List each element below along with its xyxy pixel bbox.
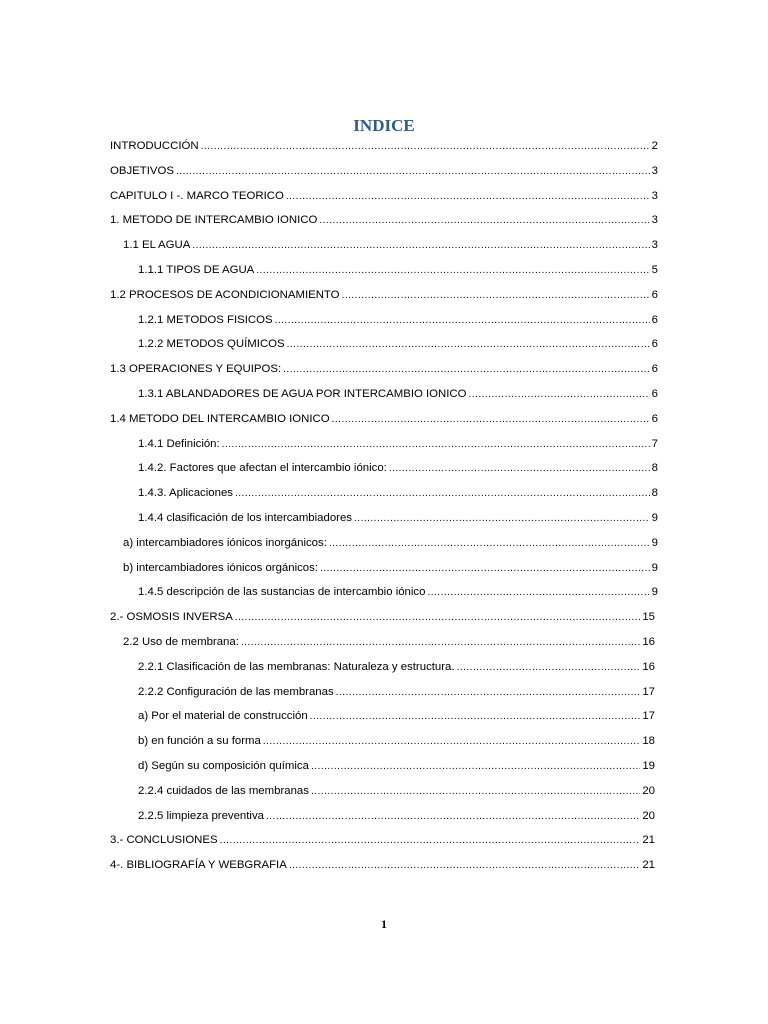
toc-entry-page: 6 [651,338,658,351]
toc-entry-page: 3 [651,189,658,202]
toc-dot-leader [275,309,650,333]
toc-entry-text: a) intercambiadores iónicos inorgánicos: [123,536,327,549]
toc-entry[interactable] [110,357,658,382]
toc-entry-text: 2.2.5 limpieza preventiva [138,809,264,822]
toc-entry[interactable] [110,531,658,556]
toc-entry-text: a) Por el material de construcción [138,710,308,723]
toc-entry[interactable] [110,159,658,184]
toc-entry[interactable] [110,407,658,432]
toc-entry-page: 15 [642,611,655,624]
toc-dot-leader [310,705,641,729]
toc-entry-text: 1.3 OPERACIONES Y EQUIPOS: [110,363,282,376]
toc-entry-page: 7 [651,437,658,450]
toc-dot-leader [241,631,640,655]
toc-entry-text: b) intercambiadores iónicos orgánicos: [123,561,319,574]
toc-entry[interactable] [110,184,658,209]
toc-entry[interactable] [110,853,655,878]
toc-dot-leader [336,681,641,705]
toc-entry[interactable] [110,308,658,333]
toc-dot-leader [176,160,650,184]
toc-dot-leader [286,185,650,209]
toc-entry-page: 6 [651,412,658,425]
toc-entry-page: 3 [651,164,658,177]
toc-dot-leader [427,581,649,605]
toc-entry-page: 3 [651,239,658,252]
toc-entry-text: b) en función a su forma [138,735,261,748]
toc-entry[interactable] [110,283,658,308]
toc-entry[interactable] [110,729,655,754]
toc-dot-leader [354,507,650,531]
toc-entry[interactable] [110,134,658,159]
toc-entry-page: 2 [651,140,658,152]
toc-entry-page: 21 [642,834,655,847]
toc-dot-leader [342,284,650,308]
toc-entry-page: 18 [642,735,655,748]
toc-entry-page: 9 [651,561,658,574]
toc-entry[interactable] [110,432,658,457]
toc-dot-leader [192,234,649,258]
toc-entry-page: 9 [651,586,658,599]
toc-entry-text: 3.- CONCLUSIONES [110,834,218,847]
toc-dot-leader [320,557,650,581]
toc-entry[interactable] [110,481,658,506]
toc-entry-page: 6 [651,288,658,301]
toc-entry-text: OBJETIVOS [110,164,174,177]
table-of-contents [110,134,658,878]
toc-entry-page: 9 [651,536,658,549]
toc-entry-text: 1.1.1 TIPOS DE AGUA [138,263,255,276]
toc-entry-page: 9 [651,511,658,524]
toc-dot-leader [311,780,640,804]
toc-dot-leader [287,333,650,357]
toc-entry[interactable] [110,754,655,779]
toc-entry-text: 2.2.2 Configuración de las membranas [138,685,334,698]
toc-entry[interactable] [110,208,658,233]
toc-dot-leader [329,532,650,556]
toc-entry[interactable] [110,556,658,581]
toc-entry[interactable] [110,382,658,407]
toc-entry[interactable] [110,828,655,853]
toc-entry-text: 1.2 PROCESOS DE ACONDICIONAMIENTO [110,288,340,301]
toc-entry-text: 1. METODO DE INTERCAMBIO IONICO [110,214,318,227]
toc-entry-text: 4-. BIBLIOGRAFÍA Y WEBGRAFIA [110,859,287,872]
toc-entry-text: 1.4.5 descripción de las sustancias de intercambio iónico [138,586,426,599]
toc-entry[interactable] [110,233,658,258]
toc-entry-page: 6 [651,313,658,326]
toc-dot-leader [311,755,640,779]
toc-entry-text: 2.- OSMOSIS INVERSA [110,611,233,624]
toc-entry-text: 1.4.4 clasificación de los intercambiadores [138,511,353,524]
toc-entry[interactable] [110,779,655,804]
toc-entry-page: 17 [642,685,655,698]
toc-entry-page: 8 [651,487,658,500]
toc-dot-leader [266,805,640,829]
toc-dot-leader [283,358,650,382]
toc-dot-leader [469,383,650,407]
toc-entry-text: CAPITULO I -. MARCO TEORICO [110,189,284,202]
toc-entry-text: 1.3.1 ABLANDADORES DE AGUA POR INTERCAMBIO IONICO [138,387,467,400]
toc-entry-text: INTRODUCCIÓN [110,140,199,152]
toc-entry-text: 1.2.2 METODOS QUÍMICOS [138,338,285,351]
toc-entry[interactable] [110,506,658,531]
toc-dot-leader [319,209,649,233]
toc-entry-text: 1.4.3. Aplicaciones [138,487,233,500]
toc-entry-page: 20 [642,809,655,822]
toc-entry-text: 1.4.1 Definición: [138,437,220,450]
toc-entry[interactable] [110,704,655,729]
toc-entry-page: 8 [651,462,658,475]
toc-dot-leader [220,829,641,853]
toc-dot-leader [332,408,650,432]
toc-entry-page: 5 [651,263,658,276]
toc-entry-page: 21 [642,859,655,872]
toc-dot-leader [389,457,650,481]
toc-entry-text: d) Según su composición química [138,759,309,772]
page-number: 1 [381,917,387,931]
toc-entry-page: 6 [651,387,658,400]
toc-entry[interactable] [110,655,655,680]
toc-entry[interactable] [110,258,658,283]
toc-entry[interactable] [110,680,655,705]
toc-entry[interactable] [110,456,658,481]
toc-entry[interactable] [110,804,655,829]
toc-entry[interactable] [110,332,658,357]
toc-entry[interactable] [110,630,655,655]
toc-entry-page: 20 [642,784,655,797]
toc-entry[interactable] [110,605,655,630]
toc-dot-leader [457,656,641,680]
toc-entry-page: 3 [651,214,658,227]
toc-entry-text: 1.1 EL AGUA [123,239,191,252]
toc-entry-text: 1.4 METODO DEL INTERCAMBIO IONICO [110,412,330,425]
toc-dot-leader [263,730,640,754]
toc-dot-leader [235,482,650,506]
toc-dot-leader [222,433,650,457]
toc-dot-leader [256,259,649,283]
toc-dot-leader [235,606,641,630]
toc-dot-leader [201,135,650,159]
toc-entry-page: 17 [642,710,655,723]
toc-entry-text: 1.2.1 METODOS FISICOS [138,313,273,326]
toc-entry-page: 16 [642,660,655,673]
toc-entry-text: 2.2.1 Clasificación de las membranas: Naturaleza y estructura. [138,660,455,673]
toc-entry-text: 2.2.4 cuidados de las membranas [138,784,309,797]
toc-entry[interactable] [110,580,658,605]
toc-entry-page: 16 [642,635,655,648]
toc-entry-page: 6 [651,363,658,376]
toc-entry-text: 2.2 Uso de membrana: [123,635,239,648]
toc-title: INDICE [353,116,415,135]
toc-entry-text: 1.4.2. Factores que afectan el intercambio iónico: [138,462,387,475]
toc-dot-leader [289,854,641,878]
toc-entry-page: 19 [642,759,655,772]
